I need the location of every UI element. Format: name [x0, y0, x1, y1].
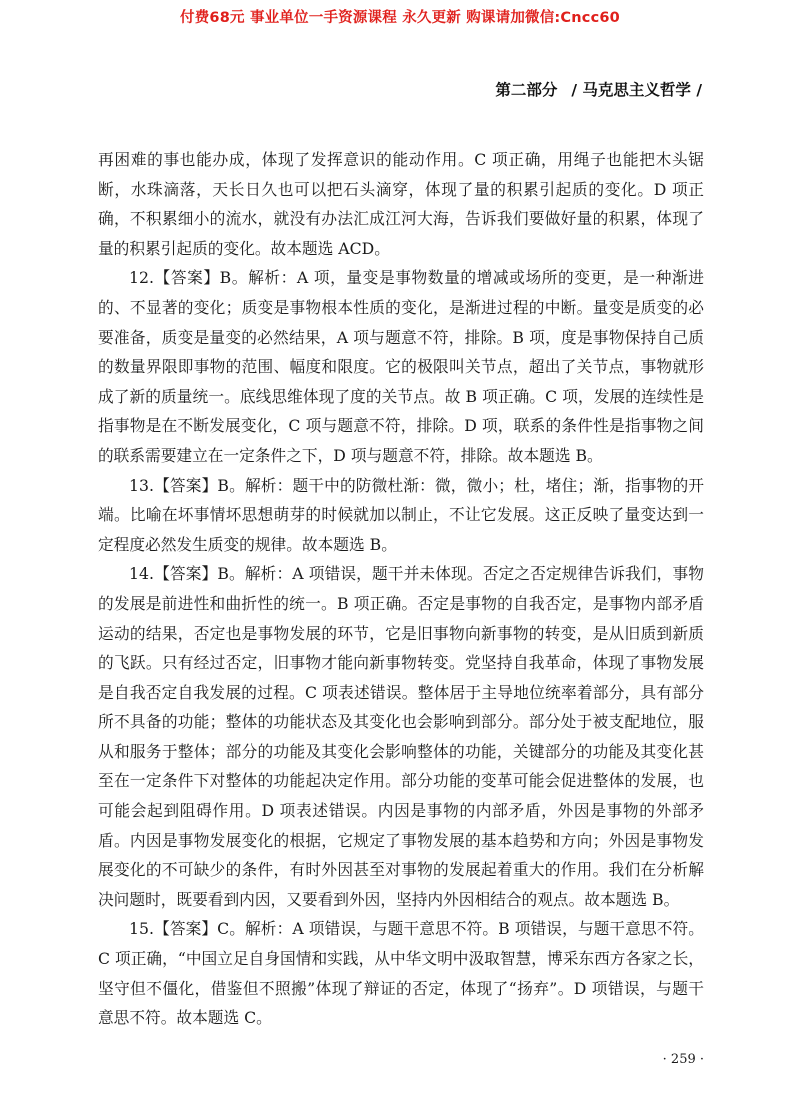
page-body: [98, 145, 704, 1033]
section-header: [495, 78, 702, 100]
subject-label: / 马克思主义哲学 /: [571, 81, 702, 99]
promo-banner: 付费68元 事业单位一手资源课程 永久更新 购课请加微信:Cncc60: [180, 10, 620, 26]
answer-12: 12.【答案】B。解析：A 项，量变是事物数量的增减或场所的变更，是一种渐进的、不显著的变化；质变是事物根本性质的变化，是渐进过程的中断。量变是质变的必要准备，质变是量变的必然结果，A 项与题意不符，排除。B 项，度是事物保持自己质的数量界限即事物的范围、幅度和限度。它的极限叫关节点，超出了关节点，事物就形成了新的质量统一。底线思维体现了度的关节点。故 B 项正确。C 项，发展的连续性是指事物是在不断发展变化，C 项与题意不符，排除。D 项，联系的条件性是指事物之间的联系需要建立在一定条件之下，D 项与题意不符，排除。故本题选 B。: [98, 268, 704, 465]
answer-13: 13.【答案】B。解析：题干中的防微杜渐：微，微小；杜，堵住；渐，指事物的开端。比喻在坏事情坏思想萌芽的时候就加以制止，不让它发展。这正反映了量变达到一定程度必然发生质变的规律。故本题选 B。: [98, 475, 704, 554]
answer-15: 15.【答案】C。解析：A 项错误，与题干意思不符。B 项错误，与题干意思不符。C 项正确，“中国立足自身国情和实践，从中华文明中汲取智慧，博采东西方各家之长，坚守但不僵化，借鉴但不照搬”体现了辩证的否定，体现了“扬弃”。D 项错误，与题干意思不符。故本题选 C。: [98, 919, 704, 1028]
page-number: · 259 ·: [662, 1052, 704, 1067]
paragraph-continuation: 再困难的事也能办成，体现了发挥意识的能动作用。C 项正确，用绳子也能把木头锯断，水珠滴落，天长日久也可以把石头滴穿，体现了量的积累引起质的变化。D 项正确，不积累细小的流水，就没有办法汇成江河大海，告诉我们要做好量的积累，体现了量的积累引起质的变化。故本题选 ACD。: [98, 150, 704, 258]
answer-14: 14.【答案】B。解析：A 项错误，题干并未体现。否定之否定规律告诉我们，事物的发展是前进性和曲折性的统一。B 项正确。否定是事物的自我否定，是事物内部矛盾运动的结果，否定也是事物发展的环节，它是旧事物向新事物的转变，是从旧质到新质的飞跃。只有经过否定，旧事物才能向新事物转变。党坚持自我革命，体现了事物发展是自我否定自我发展的过程。C 项表述错误。整体居于主导地位统率着部分，具有部分所不具备的功能；整体的功能状态及其变化也会影响到部分。部分处于被支配地位，服从和服务于整体；部分的功能及其变化会影响整体的功能，关键部分的功能及其变化甚至在一定条件下对整体的功能起决定作用。部分功能的变革可能会促进整体的发展，也可能会起到阻碍作用。D 项表述错误。内因是事物的内部矛盾，外因是事物的外部矛盾。内因是事物发展变化的根据，它规定了事物发展的基本趋势和方向；外因是事物发展变化的不可缺少的条件，有时外因甚至对事物的发展起着重大的作用。我们在分析解决问题时，既要看到内因，又要看到外因，坚持内外因相结合的观点。故本题选 B。: [98, 564, 704, 909]
part-label: 第二部分: [495, 81, 558, 99]
